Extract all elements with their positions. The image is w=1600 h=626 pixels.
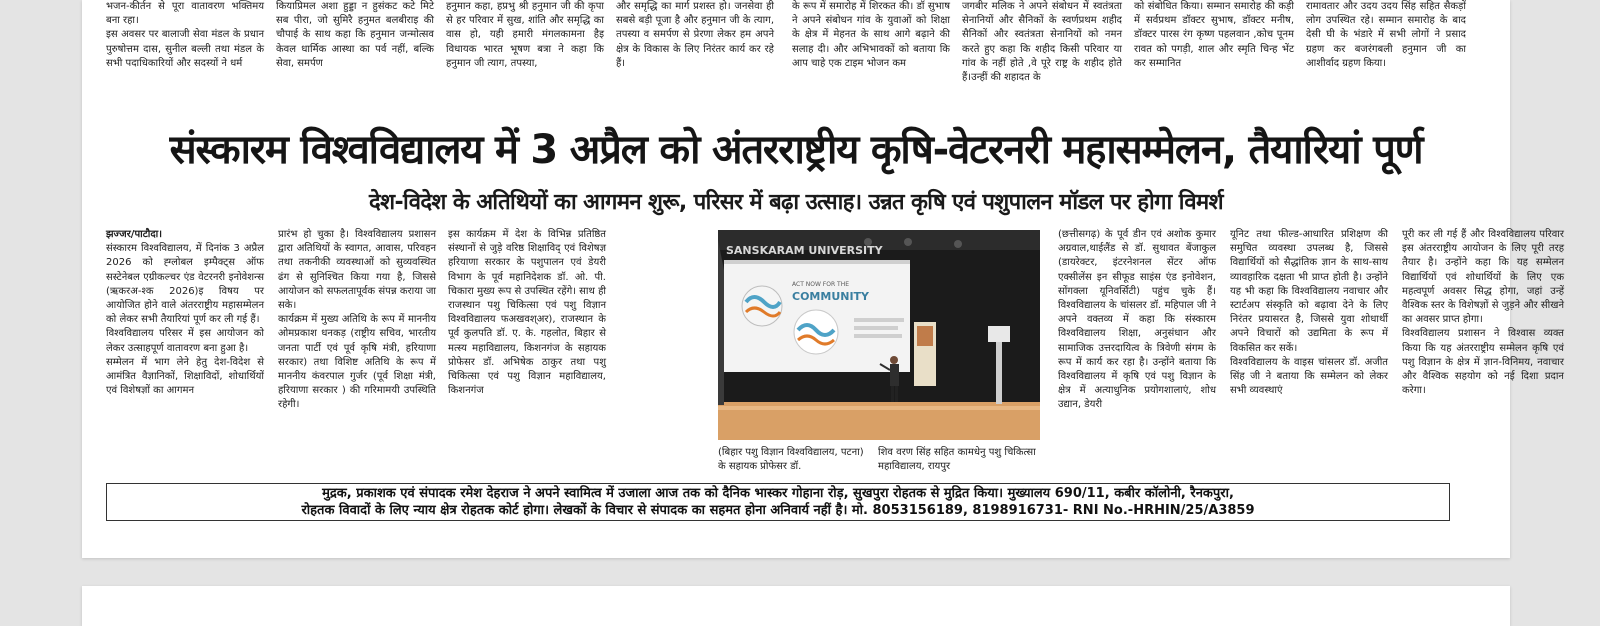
imprint-line-1: मुद्रक, प्रकाशक एवं संपादक रमेश देहराज ने अपने स्वामित्व में उजाला आज तक को दैनिक भास्कर गोहाना रोड़, सुखपुरा रोहतक से मुद्रित किया। मुख्यालय 690/11, कबीर कॉलोनी, रैनकपुरा, bbox=[322, 486, 1234, 501]
paragraph: और समृद्धि का मार्ग प्रशस्त हो। जनसेवा ही सबसे बड़ी पूजा है और हनुमान जी के त्याग, तपस्या व समर्पण से प्रेरणा लेकर हम अपने क्षेत्र के विकास के लिए निरंतर कार्य कर रहे हैं। bbox=[616, 1, 774, 69]
next-page bbox=[82, 586, 1510, 626]
paragraph: के रूप में समारोह में शिरकत की। डॉ सुभाष ने अपने संबोधन गांव के युवाओं को शिक्षा के क्षेत्र में मेहनत के साथ आगे बढ़ाने की सलाह दी। और अभिभावकों को बताया कि आप चाहे एक टाइम भोजन कम bbox=[792, 1, 950, 69]
paragraph: प्रारंभ हो चुका है। विश्वविद्यालय प्रशासन द्वारा अतिथियों के स्वागत, आवास, परिवहन तथा तकनीकी व्यवस्थाओं को सुव्यवस्थित ढंग से सुनिश्चित किया गया है, जिससे आयोजन को सफलतापूर्वक संपन्न कराया जा सके। bbox=[278, 229, 436, 312]
photo-banner-text: SANSKARAM UNIVERSITY bbox=[726, 244, 883, 257]
top-column-8 bbox=[1306, 0, 1466, 106]
article-column-6 bbox=[1402, 228, 1564, 474]
paragraph: विश्वविद्यालय प्रशासन ने विश्वास व्यक्त किया कि यह अंतरराष्ट्रीय सम्मेलन कृषि एवं पशु विज्ञान के क्षेत्र में ज्ञान-विनिमय, नवाचार और वैश्विक सहयोग को नई दिशा प्रदान करेगा। bbox=[1402, 328, 1564, 397]
top-column-6 bbox=[962, 0, 1122, 106]
subheadline: देश-विदेश के अतिथियों का आगमन शुरू, परिसर में बढ़ा उत्साह। उन्नत कृषि एवं पशुपालन मॉडल पर होगा विमर्श bbox=[369, 190, 1223, 215]
top-column-3 bbox=[446, 0, 604, 106]
paragraph: इस कार्यक्रम में देश के विभिन्न प्रतिष्ठित संस्थानों से जुड़े वरिष्ठ शिक्षाविद् एवं विशेषज्ञ हरियाणा सरकार के पशुपालन एवं डेयरी विभाग के पूर्व महानिदेशक डॉ. ओ. पी. चिकारा मुख्य रूप से उपस्थित रहेंगे। साथ ही राजस्थान पशु चिकित्सा एवं पशु विज्ञान विश्वविद्यालय फअखवश्अर), राजस्थान के पूर्व कुलपति डॉ. ए. के. गहलोत, बिहार से मत्स्य महाविद्यालय, किशनगंज के सहायक प्रोफेसर डॉ. अभिषेक ठाकुर तथा पशु चिकित्सा एवं पशु विज्ञान महाविद्यालय, किशनगंज bbox=[448, 229, 606, 397]
article-photo bbox=[718, 230, 1040, 440]
article-column-4 bbox=[1058, 228, 1216, 474]
paragraph: कियाप्रिमल अशा हुड्डा न हुसंकट कटे मिटे सब पीरा, जो सुमिरै हनुमत बलबीराइ की चौपाई के साथ कहा कि हनुमान जन्मोत्सव केवल धार्मिक आस्था का पर्व नहीं, बल्कि सेवा, समर्पण bbox=[276, 1, 434, 69]
paragraph: (छत्तीसगढ़) के पूर्व डीन एवं अशोक कुमार अग्रवाल,थाईलैंड से डॉ. सुथावत बेंजाकुल (डायरेक्टर, इंटरनेशनल सेंटर ऑफ एक्सीलेंस इन सीफूड साइंस एंड इनोवेशन, सोंगक्ला यूनिवर्सिटी) पहुंच चुके हैं।विश्वविद्यालय के चांसलर डॉ. महिपाल जी ने अपने वक्तव्य में कहा कि संस्कारम विश्वविद्यालय शिक्षा, अनुसंधान और सामाजिक उत्तरदायित्व के त्रिवेणी संगम के रूप में कार्य कर रहा है। उन्होंने बताया कि विश्वविद्यालय में कृषि एवं पशु विज्ञान के क्षेत्र में अत्याधुनिक प्रयोगशालाएं, शोध उद्यान, डेयरी bbox=[1058, 229, 1216, 411]
photo-screen-text-main: COMMUNITY bbox=[792, 290, 870, 303]
photo-screen-text-top: ACT NOW FOR THE bbox=[792, 281, 850, 288]
imprint-box bbox=[106, 483, 1450, 521]
paragraph: पूरी कर ली गई हैं और विश्वविद्यालय परिवार इस अंतरराष्ट्रीय आयोजन के लिए पूरी तरह तैयार है। उन्होंने कहा कि यह सम्मेलन विद्यार्थियों एवं शोधार्थियों के लिए एक महत्वपूर्ण अवसर सिद्ध होगा, जहां उन्हें वैश्विक स्तर के विशेषज्ञों से जुड़ने और सीखने का अवसर प्राप्त होगा। bbox=[1402, 229, 1564, 326]
paragraph: हनुमान कहा, हप्रभु श्री हनुमान जी की कृपा से हर परिवार में सुख, शांति और समृद्धि का वास हो, यही हमारी मंगलकामना हैइ विधायक भारत भूषण बत्रा ने कहा कि हनुमान जी त्याग, तपस्या, bbox=[446, 1, 604, 69]
paragraph: जगबीर मलिक ने अपने संबोधन में स्वतंत्रता सेनानियों और सैनिकों के स्वर्णप्रथम शहीद सैनिकों और स्वतंत्रता सेनानियों को नमन करते हुए कहा कि शहीद किसी परिवार या गांव के नहीं होते ,वे पूरे राष्ट्र के शहीद होते हैं।उन्हीं की शहादत के bbox=[962, 1, 1122, 84]
paragraph: इस अवसर पर बालाजी सेवा मंडल के प्रधान पुरुषोत्तम दास, सुनील बल्ली तथा मंडल के सभी पदाधिकारियों और सदस्यों ने धर्म bbox=[106, 29, 264, 69]
headline: संस्कारम विश्वविद्यालय में 3 अप्रैल को अंतरराष्ट्रीय कृषि-वेटरनरी महासम्मेलन, तैयारियां पूर्ण bbox=[169, 127, 1423, 173]
paragraph: विश्वविद्यालय के वाइस चांसलर डॉ. अजीत सिंह जी ने बताया कि सम्मेलन को लेकर सभी व्यवस्थाएं bbox=[1230, 356, 1388, 397]
newspaper-page bbox=[82, 0, 1564, 558]
paragraph: सम्मेलन में भाग लेने हेतु देश-विदेश से आमंत्रित वैज्ञानिकों, शिक्षाविदों, शोधार्थियों एवं विशेषज्ञों का आगमन bbox=[106, 356, 264, 397]
paragraph: रामावतार और उदय उदय सिंह सहित सैकड़ों लोग उपस्थित रहे। सम्मान समारोह के बाद देसी घी के भंडारे में सभी लोगों ने प्रसाद ग्रहण कर बजरंगबली हनुमान जी का आशीर्वाद ग्रहण किया। bbox=[1306, 1, 1466, 69]
article-column-5 bbox=[1230, 228, 1388, 474]
article-column-3 bbox=[448, 228, 606, 474]
paragraph: विश्वविद्यालय परिसर में इस आयोजन को लेकर उत्साहपूर्ण वातावरण बना हुआ है। bbox=[106, 328, 264, 354]
paragraph: यूनिट तथा फील्ड-आधारित प्रशिक्षण की समुचित व्यवस्था उपलब्ध है, जिससे विद्यार्थियों को सैद्धांतिक ज्ञान के साथ-साथ व्यावहारिक दक्षता भी प्राप्त होती है। उन्होंने यह भी कहा कि विश्वविद्यालय नवाचार और स्टार्टअप संस्कृति को बढ़ावा देने के लिए निरंतर प्रयासरत है, जिससे युवा शोधार्थी अपने विचारों को उद्यमिता के रूप में विकसित कर सकें। bbox=[1230, 229, 1388, 354]
dateline: झज्जर/पाटौदा। bbox=[106, 229, 163, 240]
article-column-1 bbox=[106, 228, 264, 474]
paragraph: कार्यक्रम में मुख्य अतिथि के रूप में माननीय ओमप्रकाश धनकड़ (राष्ट्रीय सचिव, भारतीय जनता पार्टी एवं पूर्व कृषि मंत्री, हरियाणा सरकार) तथा विशिष्ट अतिथि के रूप में माननीय कंवरपाल गुर्जर (पूर्व शिक्षा मंत्री, हरियाणा सरकार ) की गरिमामयी उपस्थिति रहेगी। bbox=[278, 314, 436, 411]
paragraph: संस्कारम विश्वविद्यालय, में दिनांक 3 अप्रैल 2026 को ह्ग्लोबल इम्पैक्ट्स ऑफ सस्टेनेबल एग्रीकल्चर एंड वेटरनरी इनोवेशन्स (ऋकरअ-श्क 2026)इ विषय पर आयोजित होने वाले अंतरराष्ट्रीय महासम्मेलन को लेकर सभी तैयारियां पूर्ण कर ली गई हैं। bbox=[106, 243, 264, 326]
top-column-1 bbox=[106, 0, 264, 106]
top-column-4 bbox=[616, 0, 774, 106]
photo-caption-1: (बिहार पशु विज्ञान विश्वविद्यालय, पटना) के सहायक प्रोफेसर डॉ. bbox=[718, 447, 864, 473]
paragraph: भजन-कीर्तन से पूरा वातावरण भक्तिमय बना रहा। bbox=[106, 1, 264, 27]
top-column-5 bbox=[792, 0, 950, 106]
top-column-7 bbox=[1134, 0, 1294, 106]
imprint-line-2: रोहतक विवादों के लिए न्याय क्षेत्र रोहतक कोर्ट होगा। लेखकों के विचार से संपादक का सहमत होना अनिवार्य नहीं है। मो. 8053156189, 8198916731- RNI No.-HRHIN/25/A3859 bbox=[301, 503, 1255, 518]
article-column-2 bbox=[278, 228, 436, 474]
top-column-2 bbox=[276, 0, 434, 106]
photo-caption-2: शिव वरण सिंह सहित कामधेनु पशु चिकित्सा महाविद्यालय, रायपुर bbox=[878, 447, 1036, 473]
paragraph: को संबोधित किया। सम्मान समारोह की कड़ी में सर्वप्रथम डॉक्टर सुभाष, डॉक्टर मनीष, डॉक्टर पारस रंग कृष्ण पहलवान ,कोच पूनम रावत को पगड़ी, शाल और स्मृति चिन्ह भेंट कर सम्मानित bbox=[1134, 1, 1294, 69]
